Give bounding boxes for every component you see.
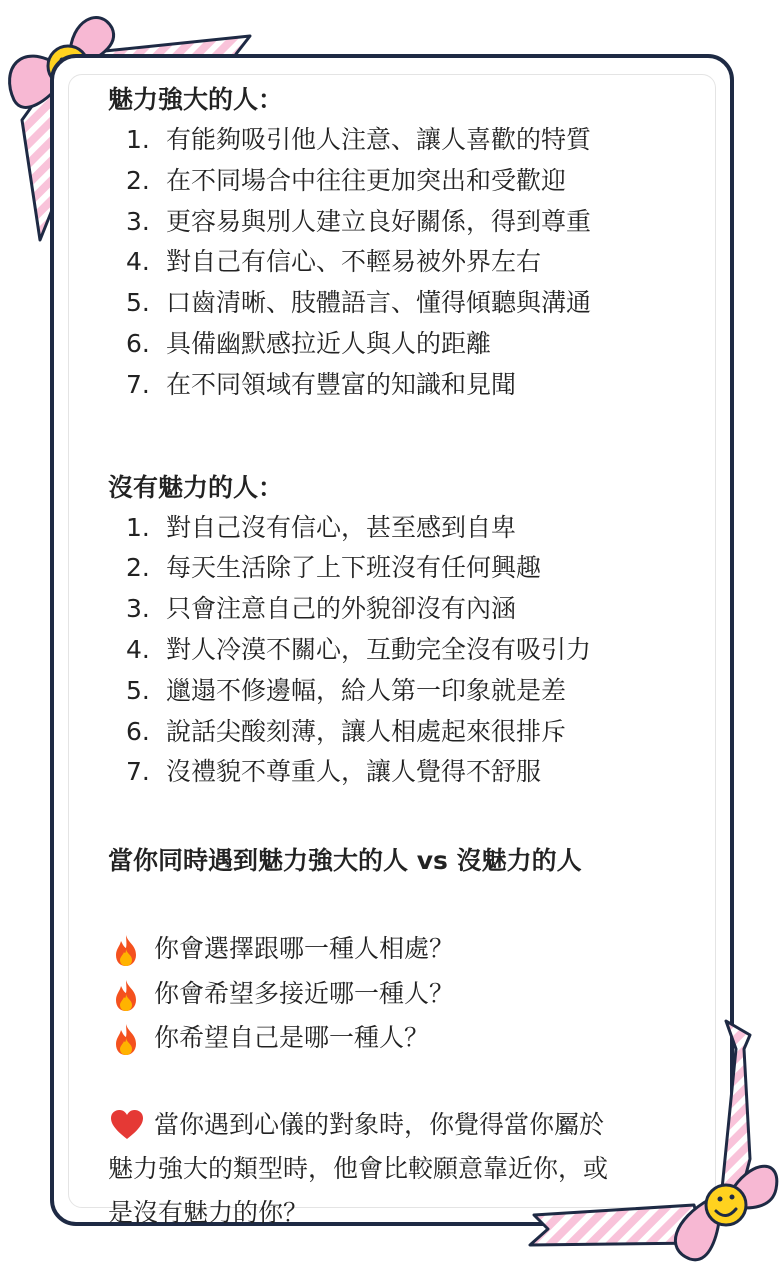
- fire-icon: [108, 976, 154, 1012]
- list-item: 2. 在不同場合中往往更加突出和受歡迎: [126, 165, 567, 195]
- question-line: 你希望自己是哪一種人？: [108, 1016, 708, 1061]
- smiley-icon: [706, 1185, 746, 1225]
- fire-icon: [108, 931, 154, 967]
- list-item: 6. 說話尖酸刻薄，讓人相處起來很排斥: [126, 716, 567, 746]
- list-item: 5. 邋遢不修邊幅，給人第一印象就是差: [126, 675, 567, 705]
- list-item: 7. 沒禮貌不尊重人，讓人覺得不舒服: [126, 757, 542, 787]
- list-item: 3. 只會注意自己的外貌卻沒有內涵: [126, 594, 517, 624]
- closing-line-3: 是沒有魅力的你？: [108, 1198, 309, 1228]
- uncharming-section-title: 沒有魅力的人：: [108, 472, 284, 502]
- charming-section-title: 魅力強大的人：: [108, 85, 284, 114]
- uncharming-traits-list: [108, 508, 708, 794]
- charming-traits-list: [108, 120, 708, 406]
- post-content: [108, 80, 708, 1235]
- list-item: 3. 更容易與別人建立良好關係，得到尊重: [126, 206, 592, 236]
- list-item: 7. 在不同領域有豐富的知識和見聞: [126, 369, 517, 399]
- comparison-title: 當你同時遇到魅力強大的人 vs 沒魅力的人: [108, 846, 582, 876]
- list-item: 4. 對人冷漠不關心，互動完全沒有吸引力: [126, 634, 592, 664]
- closing-line-1: 當你遇到心儀的對象時，你覺得當你屬於: [108, 1103, 708, 1148]
- fire-icon: [108, 1020, 154, 1056]
- list-item: 2. 每天生活除了上下班沒有任何興趣: [126, 553, 542, 583]
- question-line: 你會選擇跟哪一種人相處？: [108, 927, 708, 972]
- list-item: 4. 對自己有信心、不輕易被外界左右: [126, 247, 542, 277]
- list-item: 6. 具備幽默感拉近人與人的距離: [126, 328, 492, 358]
- list-item: 5. 口齒清晰、肢體語言、懂得傾聽與溝通: [126, 288, 592, 318]
- red-heart-icon: [108, 1107, 154, 1143]
- closing-line-2: 魅力強大的類型時，他會比較願意靠近你，或: [108, 1154, 609, 1184]
- list-item: 1. 有能夠吸引他人注意、讓人喜歡的特質: [126, 125, 592, 154]
- list-item: 1. 對自己沒有信心，甚至感到自卑: [126, 512, 517, 542]
- question-line: 你會希望多接近哪一種人？: [108, 972, 708, 1017]
